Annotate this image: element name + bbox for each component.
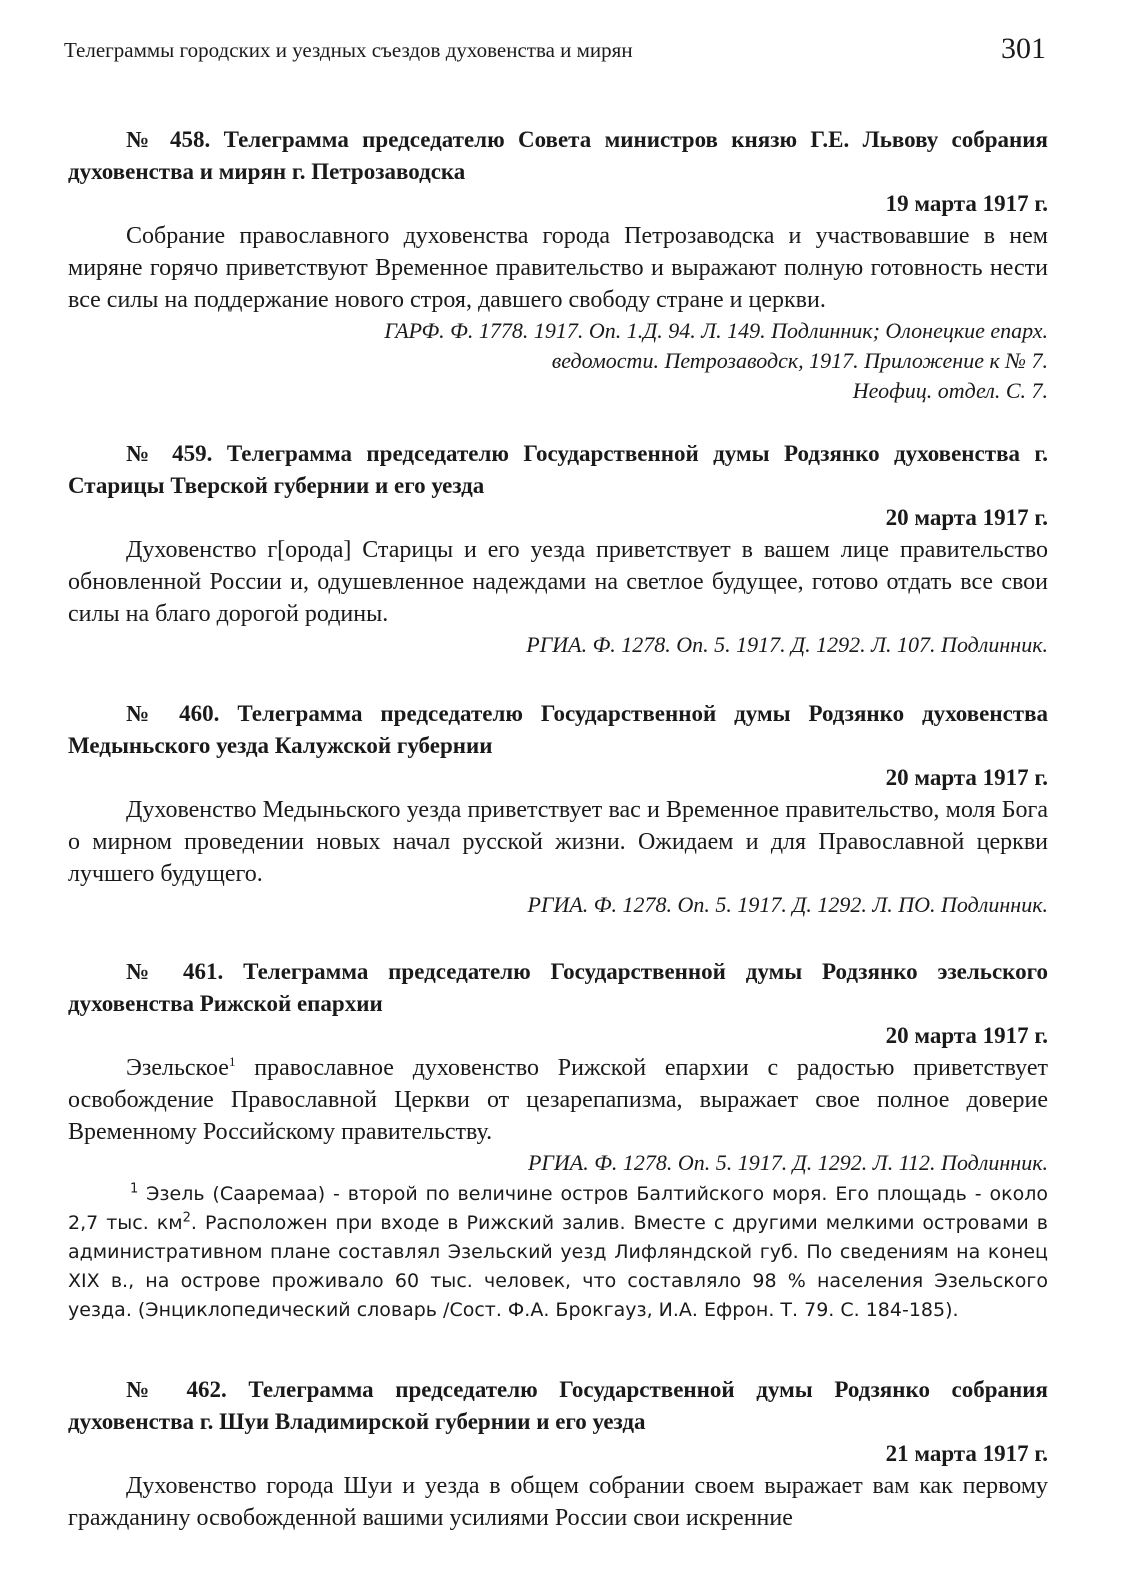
archive-source: [68, 890, 1048, 920]
document-date: 21 марта 1917 г.: [885, 1441, 1048, 1466]
document-460: [68, 698, 1048, 920]
text-rest: православное духовенство Рижской епархии с радостью приветствует освобождение Православной Церкви от цезарепапизма, выражает свое полное доверие Временному Российскому правительству.: [68, 1055, 1048, 1145]
document-text: Духовенство города Шуи и уезда в общем собрании своем выражает вам как первому гражданину освобожденной вашими усилиями России свои искренние: [68, 1473, 1048, 1531]
document-date: 20 марта 1917 г.: [885, 505, 1048, 530]
document-462: [68, 1374, 1048, 1534]
document-text: [68, 1052, 1048, 1148]
document-458: [68, 124, 1048, 406]
document-title: № 458. Телеграмма председателю Совета министров князю Г.Е. Львову собрания духовенства и мирян г. Петрозаводска: [68, 127, 1048, 184]
source-line: ведомости. Петрозаводск, 1917. Приложение к № 7.: [551, 348, 1048, 373]
document-date: 20 марта 1917 г.: [885, 765, 1048, 790]
document-date: 20 марта 1917 г.: [885, 1023, 1048, 1048]
running-header: Телеграммы городских и уездных съездов духовенства и мирян: [64, 38, 633, 62]
document-459: [68, 438, 1048, 660]
archive-source: [68, 316, 1048, 406]
source-line: Неофиц. отдел. С. 7.: [852, 378, 1048, 403]
document-text: Духовенство Медыньского уезда приветствует вас и Временное правительство, моля Бога о мирном проведении новых начал русской жизни. Ожидаем и для Православной церкви лучшего будущего.: [68, 797, 1048, 887]
footnote-mark: 1: [130, 1181, 139, 1197]
document-title: № 460. Телеграмма председателю Государственной думы Родзянко духовенства Медыньского уезда Калужской губернии: [68, 701, 1048, 758]
archive-source: [68, 630, 1048, 660]
text-lead: Эзельское: [126, 1055, 229, 1081]
archive-source: [68, 1148, 1048, 1178]
document-date: 19 марта 1917 г.: [885, 191, 1048, 216]
footnote-superscript: 2: [182, 1210, 191, 1226]
footnote: [68, 1180, 1048, 1325]
source-line: РГИА. Ф. 1278. Оп. 5. 1917. Д. 1292. Л. 107. Подлинник.: [526, 632, 1048, 657]
document-title: № 462. Телеграмма председателю Государственной думы Родзянко собрания духовенства г. Шуи Владимирской губернии и его уезда: [68, 1377, 1048, 1434]
document-text: Духовенство г[орода] Старицы и его уезда приветствует в вашем лице правительство обновленной России и, одушевленное надеждами на светлое будущее, готово отдать все свои силы на благо дорогой родины.: [68, 537, 1048, 627]
document-text: Собрание православного духовенства города Петрозаводска и участвовавшие в нем миряне горячо приветствуют Временное правительство и выражают полную готовность нести все силы на поддержание нового строя, давшего свободу стране и церкви.: [68, 223, 1048, 313]
document-title: № 461. Телеграмма председателю Государственной думы Родзянко эзельского духовенства Рижской епархии: [68, 959, 1048, 1016]
document-461: [68, 956, 1048, 1325]
footnote-reference: 1: [228, 1054, 236, 1069]
document-title: № 459. Телеграмма председателю Государственной думы Родзянко духовенства г. Старицы Тверской губернии и его уезда: [68, 441, 1048, 498]
source-line: РГИА. Ф. 1278. Оп. 5. 1917. Д. 1292. Л. 112. Подлинник.: [527, 1150, 1048, 1175]
source-line: ГАРФ. Ф. 1778. 1917. Оп. 1.Д. 94. Л. 149. Подлинник; Олонецкие епарх.: [384, 318, 1048, 343]
page-number: 301: [1001, 32, 1046, 65]
footnote-text-a: Эзель (Сааремаа) - второй по величине остров Балтийского моря. Его площадь - около 2,7 тыс. км: [68, 1183, 1048, 1234]
footnote-text-b: . Расположен при входе в Рижский залив. Вместе с другими мелкими островами в административном плане составлял Эзельский уезд Лифляндской губ. По сведениям на конец XIX в., на острове проживало 60 тыс. человек, что составляло 98 % населения Эзельского уезда. (Энциклопедический словарь /Сост. Ф.А. Брокгауз, И.А. Ефрон. Т. 79. С. 184-185).: [68, 1212, 1048, 1321]
source-line: РГИА. Ф. 1278. Оп. 5. 1917. Д. 1292. Л. ПО. Подлинник.: [527, 892, 1048, 917]
